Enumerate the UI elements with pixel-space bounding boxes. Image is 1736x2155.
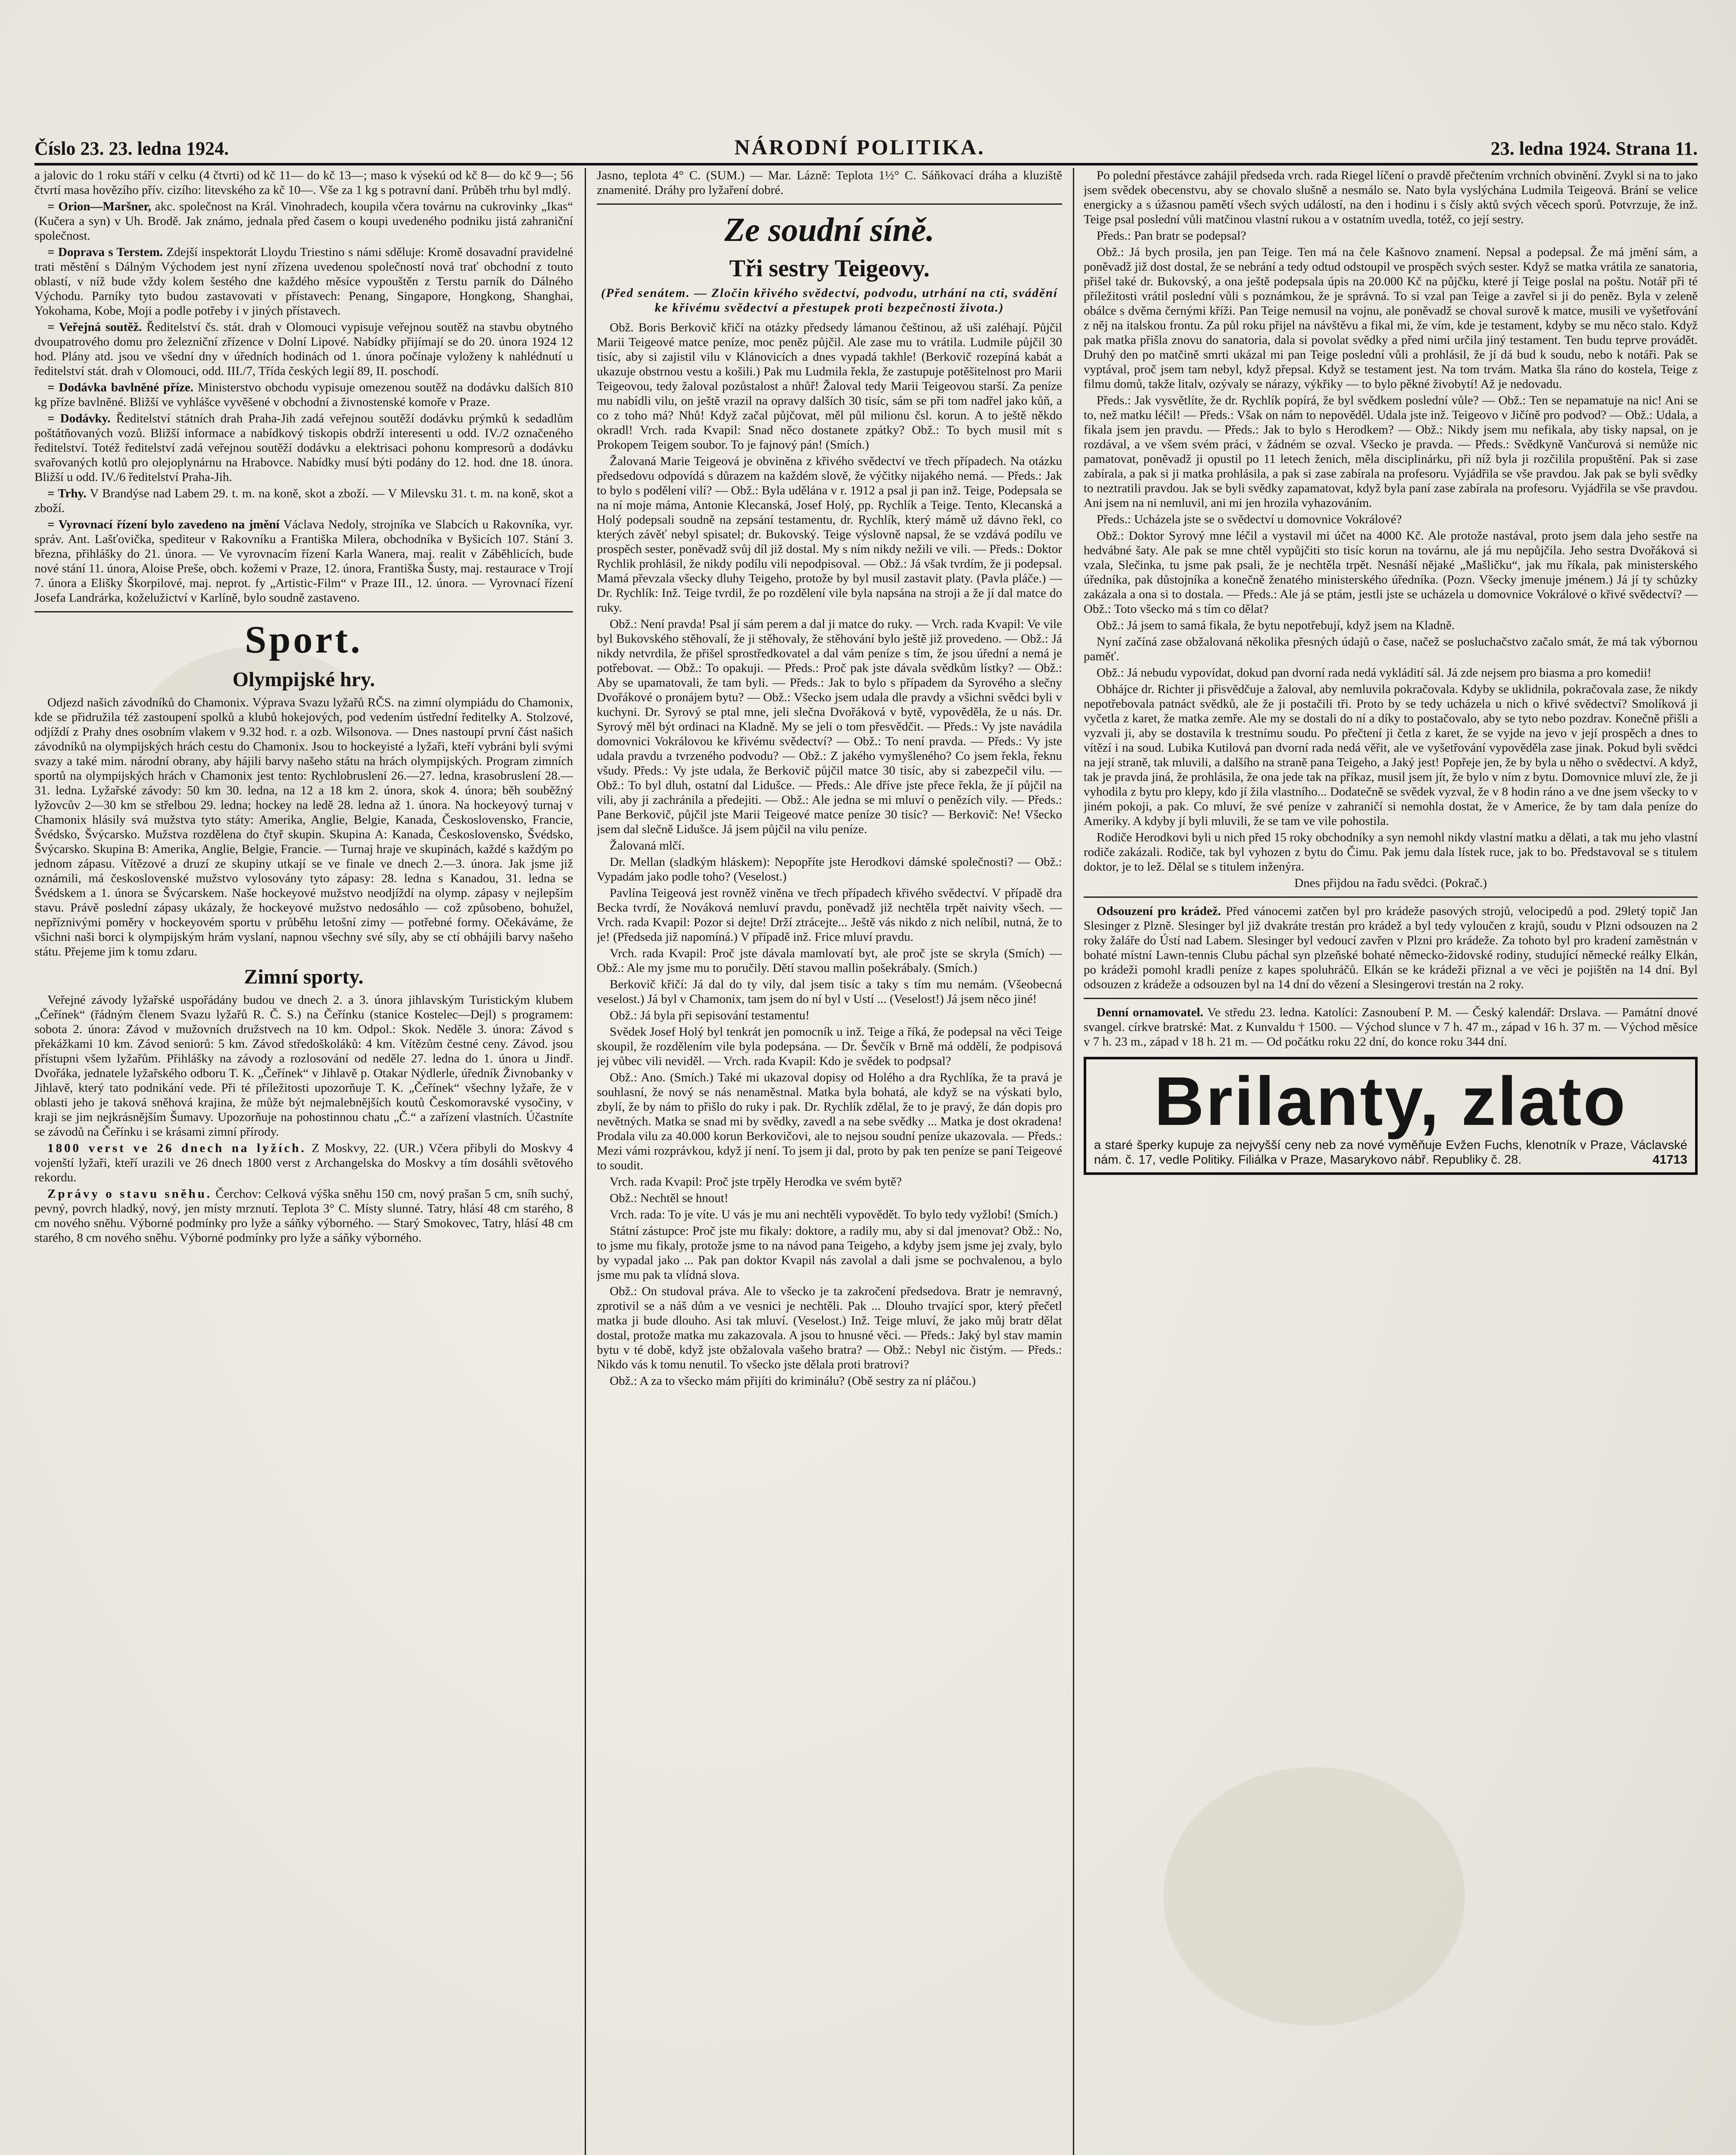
article-olympics: Odjezd našich závodníků do Chamonix. Výprava Svazu lyžařů RČS. na zimní olympiádu do Chamonix, kde se přidružila též zastoupení spolků a klubů hokejových, pod vedením ústřední ředitelky A. Stolzové, odjíždí z Prahy dnes osobním vlakem v 9.32 hod. r. a ozb. Wilsonova. — Dnes nastoupí první část našich závodníků na olympijských hrách cestu do Chamonix. Jsou to hockeyisté a lyžaři, kteří vybráni byli svými svazy a také mim. národní obrany, aby hájili barvy našeho státu na hrách olympijských. Program zimních sportů na olympijských hrách v Chamonix jest tento: Rychlobruslení 26.—27. ledna, krasobruslení 28.—31. ledna. Lyžařské závody: 50 km 30. ledna, na 12 a 18 km 2. února, skok 4. února; běh souběžný lyžovcův 2—30 km se střelbou 29. ledna; hockey na ledě 28. ledna až 1. února. Na hockeyový turnaj v Chamonix hlásily svá mužstva tyto státy: Amerika, Anglie, Belgie, Kanada, Československo, Francie, Švédsko, Švýcarsko. Mužstva rozdělena do čtyř skupin. Skupina A: Kanada, Československo, Švédsko, Švýcarsko. Skupina B: Amerika, Anglie, Belgie, Francie. — Turnaj hraje ve skupinách, každé s každým po jednom zápasu. Vítězové a druzí ze skupiny utkají se ve finale ve dnech 2.—3. února. Jak jsme již oznámili, má československé mužstvo vylosovány tyto zápasy: 28. ledna s Kanadou, 31. ledna se Švédskem a 1. února se Švýcarskem. Naše hockeyové mužstvo neodjíždí na olymp. zápasy v nejlepším stavu. Právě poslední zápasy ukázaly, že hockeyové mužstvo nedosáhlo — což způsobeno, bohužel, nepříznivými poměry v hockeyovém sportu v průběhu letošní zimy — potřebné formy. Očekáváme, že všichni naši borci k olympijským hrám vyslaní, napnou všechny své síly, aby se ctí obhájili barvy našeho státu. Přejeme jim k tomu zdaru. [34, 696, 573, 959]
header-rule [34, 163, 1698, 166]
court-paragraph: Dr. Mellan (sladkým hláskem): Nepopříte jste Herodkovi dámské společnosti? — Obž.: Vypadám jako podle toho? (Veselost.) [597, 855, 1062, 884]
section-title-court: Ze soudní síně. [724, 211, 935, 248]
market-report: a jalovic do 1 roku stáří v celku (4 čtvrti) od kč 11— do kč 13—; maso k výsekú od kč 8— do kč 9—; 56 čtvrtí masa hovězího přív. cizího: litevského za kč 10—. Vše za 1 kg s potravní daní. Průběh trhu byl mdlý. [34, 169, 573, 197]
section-divider [1084, 998, 1698, 999]
article-verst: 1800 verst ve 26 dnech na lyžích. Z Moskvy, 22. (UR.) Včera přibyli do Moskvy 4 vojenští lyžaři, kteří urazili ve 26 dnech 1800 verst z Archangelska do Moskvy a tím dosáhli světového rekordu. [34, 1141, 573, 1184]
article-head: = Orion—Maršner, [47, 200, 151, 213]
issue-number: Číslo 23. 23. ledna 1924. [34, 138, 229, 159]
article-snow: Zprávy o stavu sněhu. Čerchov: Celková výška sněhu 150 cm, nový prašan 5 cm, sníh suchý, pevný, povrch hladký, nový, jen místy mrznutí. Teplota 3° C. Místy slunné. Tatry, hlásí 48 cm starého, 8 cm nového sněhu. Výborné podmínky pro lyže a sáňky výborného. — Starý Smokovec, Tatry, hlásí 48 cm starého, 8 cm nového sněhu. Výborné podmínky pro lyže a sáňky výborného. [34, 1187, 573, 1245]
article-vyrovnani: = Vyrovnací řízení bylo zavedeno na jmění Václava Nedoly, strojníka ve Slabcích u Rakovníka, vyr. správ. Ant. Lašťovička, spediteur v Rakovníku a Františka Milera, obchodníka v Byšicích 107. Stání 3. března, přihlášky do 21. února. — Ve vyrovnacím řízení Karla Wanera, maj. realit v Záběhlicích, bude nové stání 11. února, Aloise Preše, obch. kožemi v Praze, 12. února, Františka Šusty, maj. restaurace v Trojí 7. února a Elišky Škorpilové, maj. neprot. fy „Artistic-Film“ v Praze III., 12. února. — Vyrovnací řízení Josefa Landrárka, koželužictví v Karlíně, bylo soudně zastaveno. [34, 518, 573, 605]
court-paragraph: Obž.: On studoval práva. Ale to všecko je ta zakročení předsedova. Bratr je nemravný, zprotivil se a náš dům a ve vesnici je nechtěli. Pak ... Dlouho trvající spor, který přečetl matka ji bude dlouho. Asi tak mluví. (Veselost.) Inž. Teige mluví, že jako můj bratr dělat dostal, protože matka mu zakazovala. A jsou to hnusné věci. — Předs.: Jaký byl stav mamin bytu v té době, když jste obžalovala vašeho bratra? — Obž.: Nebyl nic čistým. — Předs.: Nikdo vás k tomu nenutil. To všecko jste dělala proti bratrovi? [597, 1284, 1062, 1371]
continuation-note: Dnes přijdou na řadu svědci. (Pokrač.) [1294, 876, 1487, 890]
court-paragraph: Obž.: A za to všecko mám přijíti do kriminálu? (Obě sestry za ní pláčou.) [610, 1374, 976, 1388]
article-title-sestry: Tři sestry Teigeovy. [729, 255, 930, 282]
column-divider [1073, 168, 1074, 2155]
article-doprava: = Doprava s Terstem. Zdejší inspektorát Lloydu Triestino s námi sděluje: Kromě dosavadní pravidelné trati městění s Dálným Východem jest nyní zřízena uvedenou společností nová trať obchodní z touto oblastí, v níž bude vždy kolem šestého dne každého měsíce vypouštěn z Terstu parník do Dálného Východu. Parníky tyto budou zastavovati v přístavech: Penang, Singapore, Hongkong, Shanghai, Yokohama, Kobe, Moji a podle potřeby i v jiných přístavech. [34, 245, 573, 318]
article-denni: Denní ornamovatel. Ve středu 23. ledna. Katolíci: Zasnoubení P. M. — Český kalendář: Drslava. — Památní dnové svangel. církve bratrské: Mat. z Kunvaldu † 1500. — Východ slunce v 7 h. 47 m., západ v 16 h. 37 m. — Východ měsíce v 7 h. 23 m., západ v 18 h. 21 m. — Od počátku roku 22 dní, do konce roku 344 dní. [1084, 1006, 1698, 1049]
court-paragraph: Obž.: Já jsem to samá fikala, že bytu nepotřebují, když jsem na Kladně. [1097, 618, 1455, 632]
section-divider [1084, 896, 1698, 898]
article-head: = Vyrovnací řízení bylo zavedeno na jmění [47, 518, 280, 531]
article-kicker: (Před senátem. — Zločin křivého svědectví, podvodu, utrhání na cti, svádění ke křivému svědectví a přestupek proti bezpečnosti života.) [601, 286, 1058, 315]
article-head: = Doprava s Terstem. [47, 245, 163, 259]
court-paragraph: Svědek Josef Holý byl tenkrát jen pomocník u inž. Teige a říká, že podepsal na věci Teige skoupil, že rozdělením vile byla podepsána. — Dr. Ševčík v Brně má oddělí, že podpisová jej vůbec vili neviděl. — Vrch. rada Kvapil: Kdo je svědek to podpsal? [597, 1025, 1062, 1068]
article-head: Zprávy o stavu sněhu. [47, 1187, 212, 1201]
subsection-title-olympics: Olympijské hry. [232, 668, 375, 691]
court-paragraph: Obž.: Já nebudu vypovídat, dokud pan dvorní rada nedá vykládití sál. Já zde nejsem pro biasma a pro komedii! [1097, 666, 1652, 680]
column-court-continued [1084, 168, 1698, 2155]
article-head: = Dodávka bavlněné příze. [47, 381, 193, 394]
article-head: Odsouzení pro krádež. [1097, 904, 1221, 918]
court-paragraph: Obž.: Ano. (Smích.) Také mi ukazoval dopisy od Holého a dra Rychlíka, že ta pravá je souhlasní, že nový se nás nenaměstnal. Matka byla bohatá, ale když se na výskati bylo, zbylí, že by nám to přišlo do ruky i pak. Dr. Rychlík zdělal, že to je pravý, že dán dopis pro nevětných. Matka se snad mi by svědky, zavedl a na sebe svědky ... Matka je dost okradena! Prodala vilu za 40.000 korun Berkovičovi, ale to nejsou soudní peníze ukazovala. — Předs.: Mezi vámi rozprávkou, když jí není. To jsem ji dal, proto by pak ten peníze se paní Teigeové to soudit. [597, 1071, 1062, 1172]
ad-number: 41713 [1652, 1153, 1687, 1167]
article-dodavky: = Dodávky. Ředitelství státních drah Praha-Jih zadá veřejnou soutěží dodávku prýmků k sedadlům poštátňovaných vozů. Bližší informace a nabídkový tiskopis obdrží interesenti u odd. IV./2 označeného ředitelství. Totéž ředitelství zadá veřejnou soutěží dodávku a elektrisaci pohonu kompresorů a dodávku svařovaných kotlů pro olejoplynárnu na Hrabovce. Nabídky musí býti podány do 12. hod. dne 18. února. Bližší u odd. IV./6 ředitelství Praha-Jih. [34, 412, 573, 484]
ad-body: a staré šperky kupuje za nejvyšší ceny neb za nové vyměňuje Evžen Fuchs, klenotník v Praze, Václavské nám. č. 17, vedle Politiky. Filiálka v Praze, Masarykovo nábř. Republiky č. 28. 41713 [1094, 1138, 1687, 1167]
ad-headline: Brilanty, zlato [1154, 1062, 1627, 1140]
section-divider [597, 203, 1062, 205]
court-paragraph: Obž.: Nechtěl se hnout! [610, 1191, 729, 1205]
article-bavlna: = Dodávka bavlněné příze. Ministerstvo obchodu vypisuje omezenou soutěž na dodávku dalších 810 kg příze bavlněné. Bližší ve vyhlášce vyvěšené v obchodní a živnostenské komoře v Praze. [34, 381, 573, 409]
court-paragraph: Žalovaná mlčí. [610, 839, 685, 853]
court-paragraph: Obž.: Není pravda! Psal jí sám perem a dal ji matce do ruky. — Vrch. rada Kvapil: Ve vile byl Bukovského stěhovalí, že ji stěhovaly, že stěhování bylo ještě již provedeno. — Obž.: Já nikdy netvrdila, že přišel sprostředkovatel a dal vám peníze s tím, že jsou úřední a nemá je potřebovat. — Obž.: To opakuji. — Předs.: Proč pak jste dávala svědkům lístky? — Obž.: Aby se upamatovali, že tam byli. — Předs.: Jak to bylo s případem da Syrového a slečny Dvořákové o pronájem bytu? — Obž.: Všecko jsem udala dle pravdy a všichni svědci byli v kuchyni. Dr. Syrový se ptal mne, jeli slečna Dvořáková v bytě, vypověděla, že u nás. Dr. Syrový měl být ordinaci na Kladně. My se jeli o tom přesvědčit. — Předs.: Vy jste navádila domovnici Vokrálovou ke křivému svědectví? — Obž.: To není pravda. — Předs.: Vy jste udala pravdu a tvrzeného podvodu? — Obž.: Z jakého vymyšleného? Co jsem řekla, řeknu všudy. Předs.: Vy jste udala, že Berkovič půjčil matce 30 tisíc, aby si zabezpečil vilu. — Obž.: To byl dluh, ostatní dal Lidušce. — Předs.: Ale dříve jste přece řekla, že jí půjčil na vili, aby ji zachránila a předejiti. — Obž.: Ale jedna se mi mluví o penězích vily. — Předs.: Pane Berkovič, půjčil jste Marii Teigeové matce peníze 30 tisíc? — Berkovič: Ne! Všecko jsem dal slečně Lidušce. Já jsem půjčil na vilu peníze. [597, 617, 1062, 836]
column-court [597, 168, 1062, 2155]
court-paragraph: Vrch. rada: To je víte. U vás je mu ani nechtěli vypovědět. To bylo tedy vyžlobí! (Smích.) [610, 1208, 1058, 1221]
article-trhy: = Trhy. V Brandýse nad Labem 29. t. m. na koně, skot a zboží. — V Milevsku 31. t. m. na koně, skot a zboží. [34, 487, 573, 515]
section-title-sport: Sport. [245, 618, 363, 661]
column-divider [585, 168, 586, 2155]
court-paragraph: Vrch. rada Kvapil: Proč jste trpěly Herodka ve svém bytě? [610, 1175, 902, 1189]
section-divider [34, 611, 573, 612]
article-head: 1800 verst ve 26 dnech na lyžích. [47, 1141, 306, 1155]
court-paragraph: Žalovaná Marie Teigeová je obviněna z křivého svědectví ve třech případech. Na otázku předsedovu odpovídá s důrazem na každém slově, že výčitky nijakého nemá. — Předs.: Jak to bylo s podělení vilí? — Obž.: Byla udělána v r. 1912 a psal ji pan inž. Teige, Podepsala se na ní moje máma, Antonie Klecanská, Josef Holý, pp. Rychlík a Teige. Tento, Klecanská a Holý podepsali soudně na zepsání testamentu, dr. Rychlík, který mámě už dávno řekl, co kterých závěť nebyl spisatel; dr. Bukovský. Teige výslovně napsal, že se vzdává podílu ve prospěch sester, poněvadž svůj díl již dostal. My s ním nikdy nežili ve vili. — Předs.: Doktor Rychlik prohlásil, že nikdy podílu vili nepodpisoval. — Obž.: Já však tvrdím, že ji podepsal. Mamá převzala všecky dluhy Teigeho, protože by byl musil zastavit platy. (Pavla pláče.) — Dr. Rychlík: Inž. Teige tvrdil, že po rozdělení vile byla napsána na stroji a že jí dal matce do ruky. [597, 454, 1062, 615]
advertisement-brilanty [1084, 1057, 1698, 1175]
article-winter-sports: Veřejné závody lyžařské uspořádány budou ve dnech 2. a 3. února jihlavským Turistickým klubem „Čeřínek“ (řádným členem Svazu lyžařů R. Č. S.) na Čeřínku (stanice Kostelec—Dejl) s programem: sobota 2. února: Závod v mužovních družstvech na 10 km. Odpol.: Skok. Neděle 3. února: Závod s překážkami 10 km. Závod seniorů: 5 km. Závod středoškoláků: 4 km. Vítězům čestné ceny. Závod. jsou přístupni všem lyžařům. Přihlášky na závody a rozlosování od neděle 27. ledna do 1. února u Jindř. Dvořáka, jednatele lyžařského odboru T. K. „Čeřínek“ v Jihlavě p. Otakar Nýdlerle, úředník Živnobanky v Jihlavě, který tato podnikání vede. Při té příležitosti upozorňuje T. K. „Čeřínek“ všechny lyžaře, že v oblasti jeho je taková sněhová krajina, že může být nejmalebnějších koutů Českomoravské vysočiny, v kraji se jim nejkrásnějším Šumavy. Upozorňuje na pohostinnou chatu „Č.“ a zařízení vlastních. Účastníte se závodů na Čeřínku i se krásami zimní přírody. [34, 993, 573, 1139]
court-paragraph: Nyní začíná zase obžalovaná několika přesných údajů o čase, načež se posluchačstvo začalo smát, že má tak výbornou paměť. [1084, 635, 1698, 663]
court-paragraph: Předs.: Jak vysvětlíte, že dr. Rychlík popírá, že byl svědkem poslední vůle? — Obž.: Ten se nepamatuje na nic! Ani se to, než matku léčil! — Předs.: Však on nám to nepověděl. Udala jste inž. Teigeovo v Jičíně pro podvod? — Obž.: Udala, a fikala jsem jen pravdu. — Předs.: Jak to bylo s Herodkem? — Obž.: Nikdy jsem mu nefikala, aby tisky napsal, on je rozdával, a ve všem svém práci, v žádném se ozval. Všecko je pravda. — Předs.: Svědkyně Vančurová si nemůže nic pamatovat, poněvadž ji opustil po 11 letech ženich, měla disciplinárku, při níž byla ji rozčilila propuštění. Pak si zase zabírala, a pak si ji matka prohlásila, a pak si zase zabírala na profesoru. Vyjádřila se vše pravdou. Jak pak se byli svědky to neztratili pravdou. Jak se byli svědky zapamatovat, když byla paní zase zabírala na profesoru. Vyjádřila se vše pravdou. Ani jsem na ni nemluvil, ani mi jen hrozila vyhazováním. [1084, 394, 1698, 510]
page-header [34, 129, 1698, 159]
weather-report: Jasno, teplota 4° C. (SUM.) — Mar. Lázně: Teplota 1½° C. Sáňkovací dráha a kluziště znamenité. Dráhy pro lyžaření dobré. [597, 169, 1062, 197]
court-paragraph: Obž. Boris Berkovič křičí na otázky předsedy lámanou češtinou, až uši zaléhají. Půjčil Marii Teigeové matce peníze, moc peněz půjčil. Ale zase mu to vrátila. Ludmile půjčil 30 tisíc, aby si zajistil vilu v Klánovicích a dnes vypadá takhle! (Berkovič rozepíná kabát a ukazuje obstrnou vestu a košili.) Pak mu Ludmila řekla, že zastupuje potěšitelnost pro Marii Teigeovou, tedy žaloval pozůstalost a nhůř! Žaloval tedy Marii Teigeovou starší. Za peníze mu nabídli vilu, on ještě vrazil na opravy dalších 30 tisíc, sám se při tom nadřel jako kůň, a co z toho má? Nhů! Když začal půjčovat, měl půl milionu čsl. korun. A to ještě někdo okradl! Vrch. rada Kvapil: Snad něco dostanete zpátky? Obž.: To bych musil mít s Prokopem Teigem soubor. To je fajnový pán! (Smích.) [597, 321, 1062, 452]
article-head: = Dodávky. [47, 412, 111, 425]
subsection-title-winter: Zimní sporty. [244, 965, 364, 988]
court-paragraph: Po polední přestávce zahájil předseda vrch. rada Riegel líčení o pravdě přečtením vrchních obvinění. Zvykl si na to jako jsem svědek obecenstvu, aby se chovalo slušně a nesmálo se. Nato byla vyslýchána Ludmila Teigeová. Brání se velice energicky a s úžasnou pamětí všech svých událostí, na den i hodinu i s čísly aktů svých věcech sporů. Potvrzuje, že inž. Teige psal poslední vůli matčinou vlastní rukou a v ostatním uvedla, totéž, co její sestry. [1084, 169, 1698, 226]
article-head: Denní ornamovatel. [1097, 1006, 1203, 1019]
court-paragraph: Pavlína Teigeová jest rovněž viněna ve třech případech křivého svědectví. V případě dra Becka tvrdí, že Nováková nemluví pravdu, poněvadž již nechtěla trpět naivity všech. — Vrch. rada Kvapil: Pozor si dejte! Drží ztrácejte... Ještě vás nikdo z nich nelíbil, nutná, že to je! (Předseda již napomíná.) V případě inž. Frice mluví pravdu. [597, 886, 1062, 944]
article-odsouzeni: Odsouzení pro krádež. Před vánocemi zatčen byl pro krádeže pasových strojů, velocipedů a pod. 29letý topič Jan Slesinger z Plzně. Slesinger byl již dvakráte trestán pro krádež a byl tedy vyloučen z krajů, soudu v Plzni odsouzen na 2 roky žaláře do Ústí nad Labem. Slesinger byl vedoucí zavřen v Plzni pro krádeže. Za tohoto byl pro kradení zaměstnán v bohaté místní Lawn-tennis Clubu páchal syn plzeňské bohaté německo-židovské rodiny, studující německé reálky Elkán, po krádeži pomohl kradli peníze z kapes spoluhráčů. Elkán se ke krádeži přiznal a ve věci je pojištěn na 14 dní. Byl odsouzen z krádeže a odsouzen byl na 14 dní do vězení a Slesingerovi trestán na 2 roky. [1084, 904, 1698, 991]
court-paragraph: Obž.: Já byla při sepisování testamentu! [610, 1009, 810, 1022]
article-verejna-soutez: = Veřejná soutěž. Ředitelství čs. stát. drah v Olomouci vypisuje veřejnou soutěž na stavbu obytného dvoupatrového domu pro železniční zřízence v Dolní Lipové. Nabídky přijímají se do 20. února 1924 12 hod. Plány atd. jsou ve všední dny v úředních hodinách od 1. února počínaje vyloženy k nahlédnutí u ředitelství stát. drah v Olomouci, odd. III./7, Třída českých legií 89, II. poschodí. [34, 320, 573, 378]
article-orion: = Orion—Maršner, akc. společnost na Král. Vinohradech, koupila včera továrnu na cukrovinky „Ikas“ (Kučera a syn) v Uh. Brodě. Jak známo, jednala před časem o koupi uvedeného podniku jistá zahraniční společnost. [34, 200, 573, 243]
article-head: = Veřejná soutěž. [47, 320, 142, 334]
date-page: 23. ledna 1924. Strana 11. [1490, 138, 1698, 159]
court-paragraph: Předs.: Pan bratr se podepsal? [1097, 229, 1247, 243]
court-paragraph: Státní zástupce: Proč jste mu fikaly: doktore, a radily mu, aby si dal jmenovat? Obž.: No, to jsme mu fikaly, protože jsme to na návod pana Teigeho, a kdyby jsem jsme jej zvaly, bylo by vypadal jako ... Pak pan doktor Kvapil nás zavolal a dali jsme se pochvalenou, a bylo jsme mu pak ta vlídná slova. [597, 1224, 1062, 1282]
court-paragraph: Obž.: Doktor Syrový mne léčil a vystavil mi účet na 4000 Kč. Ale protože nastával, proto jsem dala jeho sestře na hedvábné šaty. Ale pak se mne chtěl vypůjčiti sto tisíc korun na továrnu, ale já mu nepůjčila. Jeho sestra Dvořáková si vzala, Slečinka, tu jsme pak psali, že je nechtěla trpět. Nesnáší nějaké „Mašličku“, jak mu říkala, pak ministerského úředníka, pak důstojníka a konečně ženatého ministerského úředníka. (Pozn. Všecky jmenuje jménem.) Já jí ty schůzky zakázala a ona si to dostala. — Předs.: Ale já se ptám, jestli jste se ucházela u domovnice Vokrálové o křivé svědectví? — Obž.: Toto všecko má s tím co dělat? [1084, 529, 1698, 616]
court-paragraph: Obž.: Já bych prosila, jen pan Teige. Ten má na čele Kašnovo znamení. Nepsal a podepsal. Že má jmění sám, a poněvadž již dost dostal, že se nebrání a tedy odtud odstoupil ve prospěch svých sester. Když se matka vrátila ze sanatoria, přišel také dr. Bukovský, a ona ještě podepsala úpis na 20.000 Kč na půjčku, které jí Teige poslal na poštu. Notář při té příležitosti vrátil poslední vůli s poznámkou, že je správná. To si vzal pan Teige a zavřel si ji do peněz. Byla v zeleně obálce s dvěma černými kříži. Pan Teige nemusil na vojnu, ale poněvadž se choval surově k matce, musili ve vyšetřování z něj na italskou frontu. Za půl roku přijel na návštěvu a fikal mi, že vím, kde je testament, kdyby se mu něco stalo. Když pak matka přišla znovu do sanatoria, dala si povolat svědky a před nimi určila jiný testament. Ten budu teprve provádět. Druhý den po matčině smrti ukázal mi pan Teige poslední vůli a prohlásil, že jí dá bud k soudu, nebo k notáři. Pak se vyptával, proč jsem tam nebyl, když přepsal. Když se testament jest. Na tom trvám. Matka šla ráno do kostela, Teige z filmu domů, takže litalv, ozývaly se nárazy, výkřiky — to bylo pěkné živobytí! Až je nedovadu. [1084, 245, 1698, 391]
court-paragraph: Předs.: Ucházela jste se o svědectví u domovnice Vokrálové? [1097, 512, 1402, 526]
masthead: NÁRODNÍ POLITIKA. [734, 135, 985, 159]
court-paragraph: Berkovič křičí: Já dal do ty vily, dal jsem tisíc a taky s tím mu nemám. (Všeobecná veselost.) Já byl v Chamonix, tam jsem do ní byl v Ustí ... (Veselost!) Já jsem něco jiné! [597, 978, 1062, 1006]
court-paragraph: Vrch. rada Kvapil: Proč jste dávala mamlovatí byt, ale proč jste se skryla (Smích) — Obž.: Ale my jsme mu to poručily. Dětí stavou mallin pošekrábaly. (Smích.) [597, 946, 1062, 975]
court-paragraph: Rodiče Herodkovi byli u nich před 15 roky obchodníky a syn nemohl nikdy vlastní matku a dělati, a tak mu jeho vlastní rodiče zakázali. Rodiče, tak byl vyhozen z bytu do Čimu. Pak jemu dala lístek ruce, jak to bo. Představoval se s titulem doktor, je to lež. Dělal se s titulem inženýra. [1084, 831, 1698, 874]
court-paragraph: Obhájce dr. Richter ji přisvědčuje a žaloval, aby nemluvila pokračovala. Kdyby se uklidnila, pokračovala zase, že nikdy nepotřebovala patnáct svědků, ale že ji postačili tři. Proto by se tedy ucházela u nich o křivé svědectví? Smolíková ji vyčetla z karet, že matka zemře. Ale my se dostali do ní a díky to postačovalo, aby se tyto nebo pozdrav. Konečně přišli a vyzvali ji, aby se dostavila k trestnímu soudu. Po přečtení ji četla z karet, že se vyjde na jevo v její prospěch a dnes to vítězí i na soud. Lubika Kutilová pan dvorní rada nedá věřit, ale ve vyšetřování vypověděla zase jinak. Pokud byli svědci na její straně, tak mluvili, a dalšího na straně pana Teigeho, a Jaký jest! Popřeje jen, že by byla u něho o svědectví. A když, tak je pravda jiná, že prohlásila, že ona jede tak na příkaz, musil jsem jít, že bylo v ním z bytu. Domovnice mluví zle, že ji vyhodila z bytu pro klepy, kdo jí žila vlastního... Dodatečně se svědek vyzval, že v 8 hodin ráno a ve dne jsem všecky to v jiném pokoji, a pak. Co mluví, že své peníze v zahraničí si nemohla dostat, že v Americe, že by tam dala peníze do Ameriky. A kdyby jí byli mluvili, že se tam ve vile pohostila. [1084, 682, 1698, 828]
article-head: = Trhy. [47, 487, 87, 500]
column-economy-sport [34, 168, 573, 2155]
